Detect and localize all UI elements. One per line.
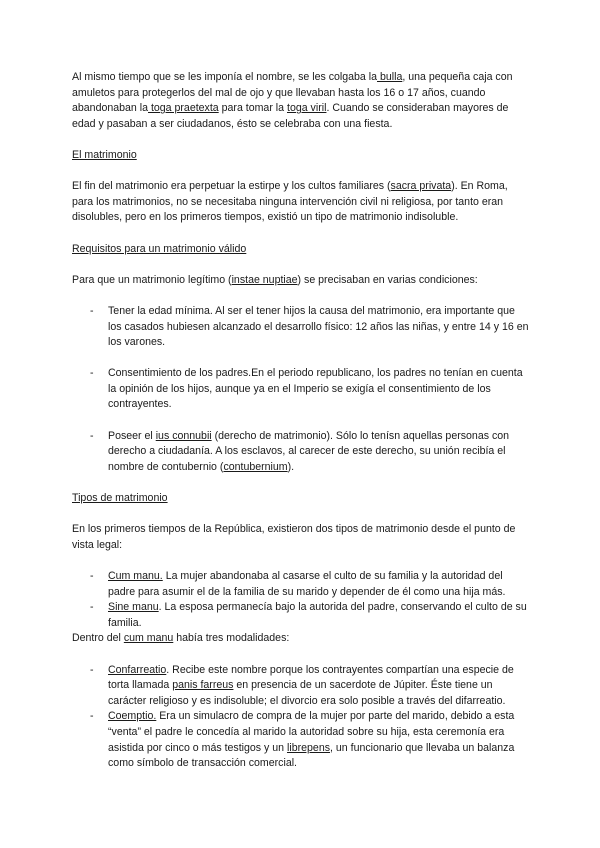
- dash-bullet: -: [90, 710, 94, 723]
- requisitos-list: [72, 304, 530, 476]
- heading-text: Tipos de matrimonio: [72, 492, 168, 505]
- list-item: [72, 663, 530, 710]
- text: ). En Roma, para los matrimonios, no se necesitaba ninguna intervención civil ni religiosa, por tanto eran disolubles, pero en los primeros tiempos, existió un tipo de matrimonio indisoluble.: [72, 180, 508, 224]
- text: ).: [287, 460, 295, 473]
- term-toga-praetexta: toga praetexta: [148, 102, 219, 115]
- text: , una pequeña caja con amuletos para protegerlos del mal de ojo y que llevaban hasta los 16 o 17 años, cuando abandonaban la: [72, 71, 513, 115]
- text: . Cuando se consideraban mayores de edad y pasaban a ser ciudadanos, ésto se celebraba con una fiesta.: [72, 102, 509, 130]
- paragraph-modalidades: [72, 631, 530, 647]
- paragraph-fin-matrimonio: [72, 179, 530, 226]
- term-ius-connubii: ius connubii: [155, 429, 212, 442]
- dash-bullet: -: [90, 570, 94, 582]
- text: El fin del matrimonio era perpetuar la estirpe y los cultos familiares (: [72, 180, 391, 193]
- term-instae-nuptiae: instae nuptiae: [231, 273, 298, 286]
- term-contubernium: contubernium: [223, 460, 288, 473]
- text: La mujer abandonaba al casarse el culto de su familia y la autoridad del padre para asumir el de la familia de su marido y depender de él como una hija más.: [108, 570, 506, 598]
- heading-text: Requisitos para un matrimonio válido: [72, 242, 247, 255]
- dash-bullet: -: [90, 429, 94, 442]
- text: Dentro del: [72, 632, 124, 645]
- list-item: [72, 429, 530, 476]
- term-toga-viril: toga viril: [287, 102, 327, 115]
- heading-el-matrimonio: [72, 148, 530, 164]
- term-coemptio: Coemptio.: [108, 710, 157, 723]
- heading-requisitos: [72, 242, 530, 258]
- term-librepens: librepens: [287, 741, 331, 754]
- text: ) se precisaban en varias condiciones:: [297, 273, 478, 286]
- paragraph-condiciones: [72, 273, 530, 289]
- term-bulla: bulla: [377, 71, 403, 83]
- text: Al mismo tiempo que se les imponía el nombre, se les colgaba la: [72, 71, 378, 83]
- heading-text: El matrimonio: [72, 148, 137, 161]
- list-item: [72, 569, 530, 600]
- modalidades-list: [72, 663, 530, 772]
- text: había tres modalidades:: [173, 632, 290, 645]
- text: en presencia de un sacerdote de Júpiter. Éste tiene un carácter religioso y es indisoluble; el divorcio era solo posible a través del difarreatio.: [108, 679, 506, 707]
- tipos-list: [72, 569, 530, 631]
- text: Era un simulacro de compra de la mujer por parte del marido, debido a esta “venta” el padre le concedía al marido la autoridad sobre su hija, esta ceremonía era asistida por cinco o más testigos y un: [108, 710, 515, 754]
- term-cum-manu: Cum manu.: [108, 570, 163, 582]
- dash-bullet: -: [90, 601, 94, 614]
- term-sine-manu: Sine manu: [108, 601, 159, 614]
- heading-tipos: [72, 491, 530, 507]
- list-item: [72, 600, 530, 631]
- text: Consentimiento de los padres.En el periodo republicano, los padres no tenían en cuenta la opinión de los hijos, aunque ya en el Imperio se exigía el consentimiento de los contrayentes.: [108, 367, 523, 411]
- text: Tener la edad mínima. Al ser el tener hijos la causa del matrimonio, era importante que los casados hubiesen alcanzado el desarrollo físico: 12 años las niñas, y entre 14 y 16 en los varones.: [108, 304, 529, 349]
- text: (derecho de matrimonio). Sólo lo tenísn aquellas personas con derecho a ciudadanía. A los esclavos, al carecer de este derecho, su unión recibía el nombre de contubernio (: [108, 429, 510, 473]
- list-item: [72, 304, 530, 351]
- term-confarreatio: Confarreatio: [108, 663, 167, 676]
- text: En los primeros tiempos de la República, existieron dos tipos de matrimonio desde el punto de vista legal:: [72, 523, 516, 551]
- paragraph-bulla: [72, 70, 530, 132]
- dash-bullet: -: [90, 304, 94, 317]
- paragraph-tipos-legal: [72, 522, 530, 553]
- list-item: [72, 709, 530, 771]
- text: . Recibe este nombre porque los contrayentes compartían una especie de torta llamada: [108, 663, 514, 692]
- text: para tomar la: [218, 102, 287, 115]
- dash-bullet: -: [90, 367, 94, 380]
- term-panis-farreus: panis farreus: [172, 679, 234, 692]
- term-cum-manu: cum manu: [123, 632, 174, 645]
- dash-bullet: -: [90, 663, 94, 676]
- text: . La esposa permanecía bajo la autorida del padre, conservando el culto de su familia.: [108, 601, 527, 629]
- text: Poseer el: [108, 429, 156, 442]
- text: , un funcionario que llevaba un balanza como símbolo de transacción comercial.: [108, 741, 515, 770]
- text: Para que un matrimonio legítimo (: [72, 273, 232, 286]
- list-item: [72, 366, 530, 413]
- term-sacra-privata: sacra privata: [390, 180, 452, 193]
